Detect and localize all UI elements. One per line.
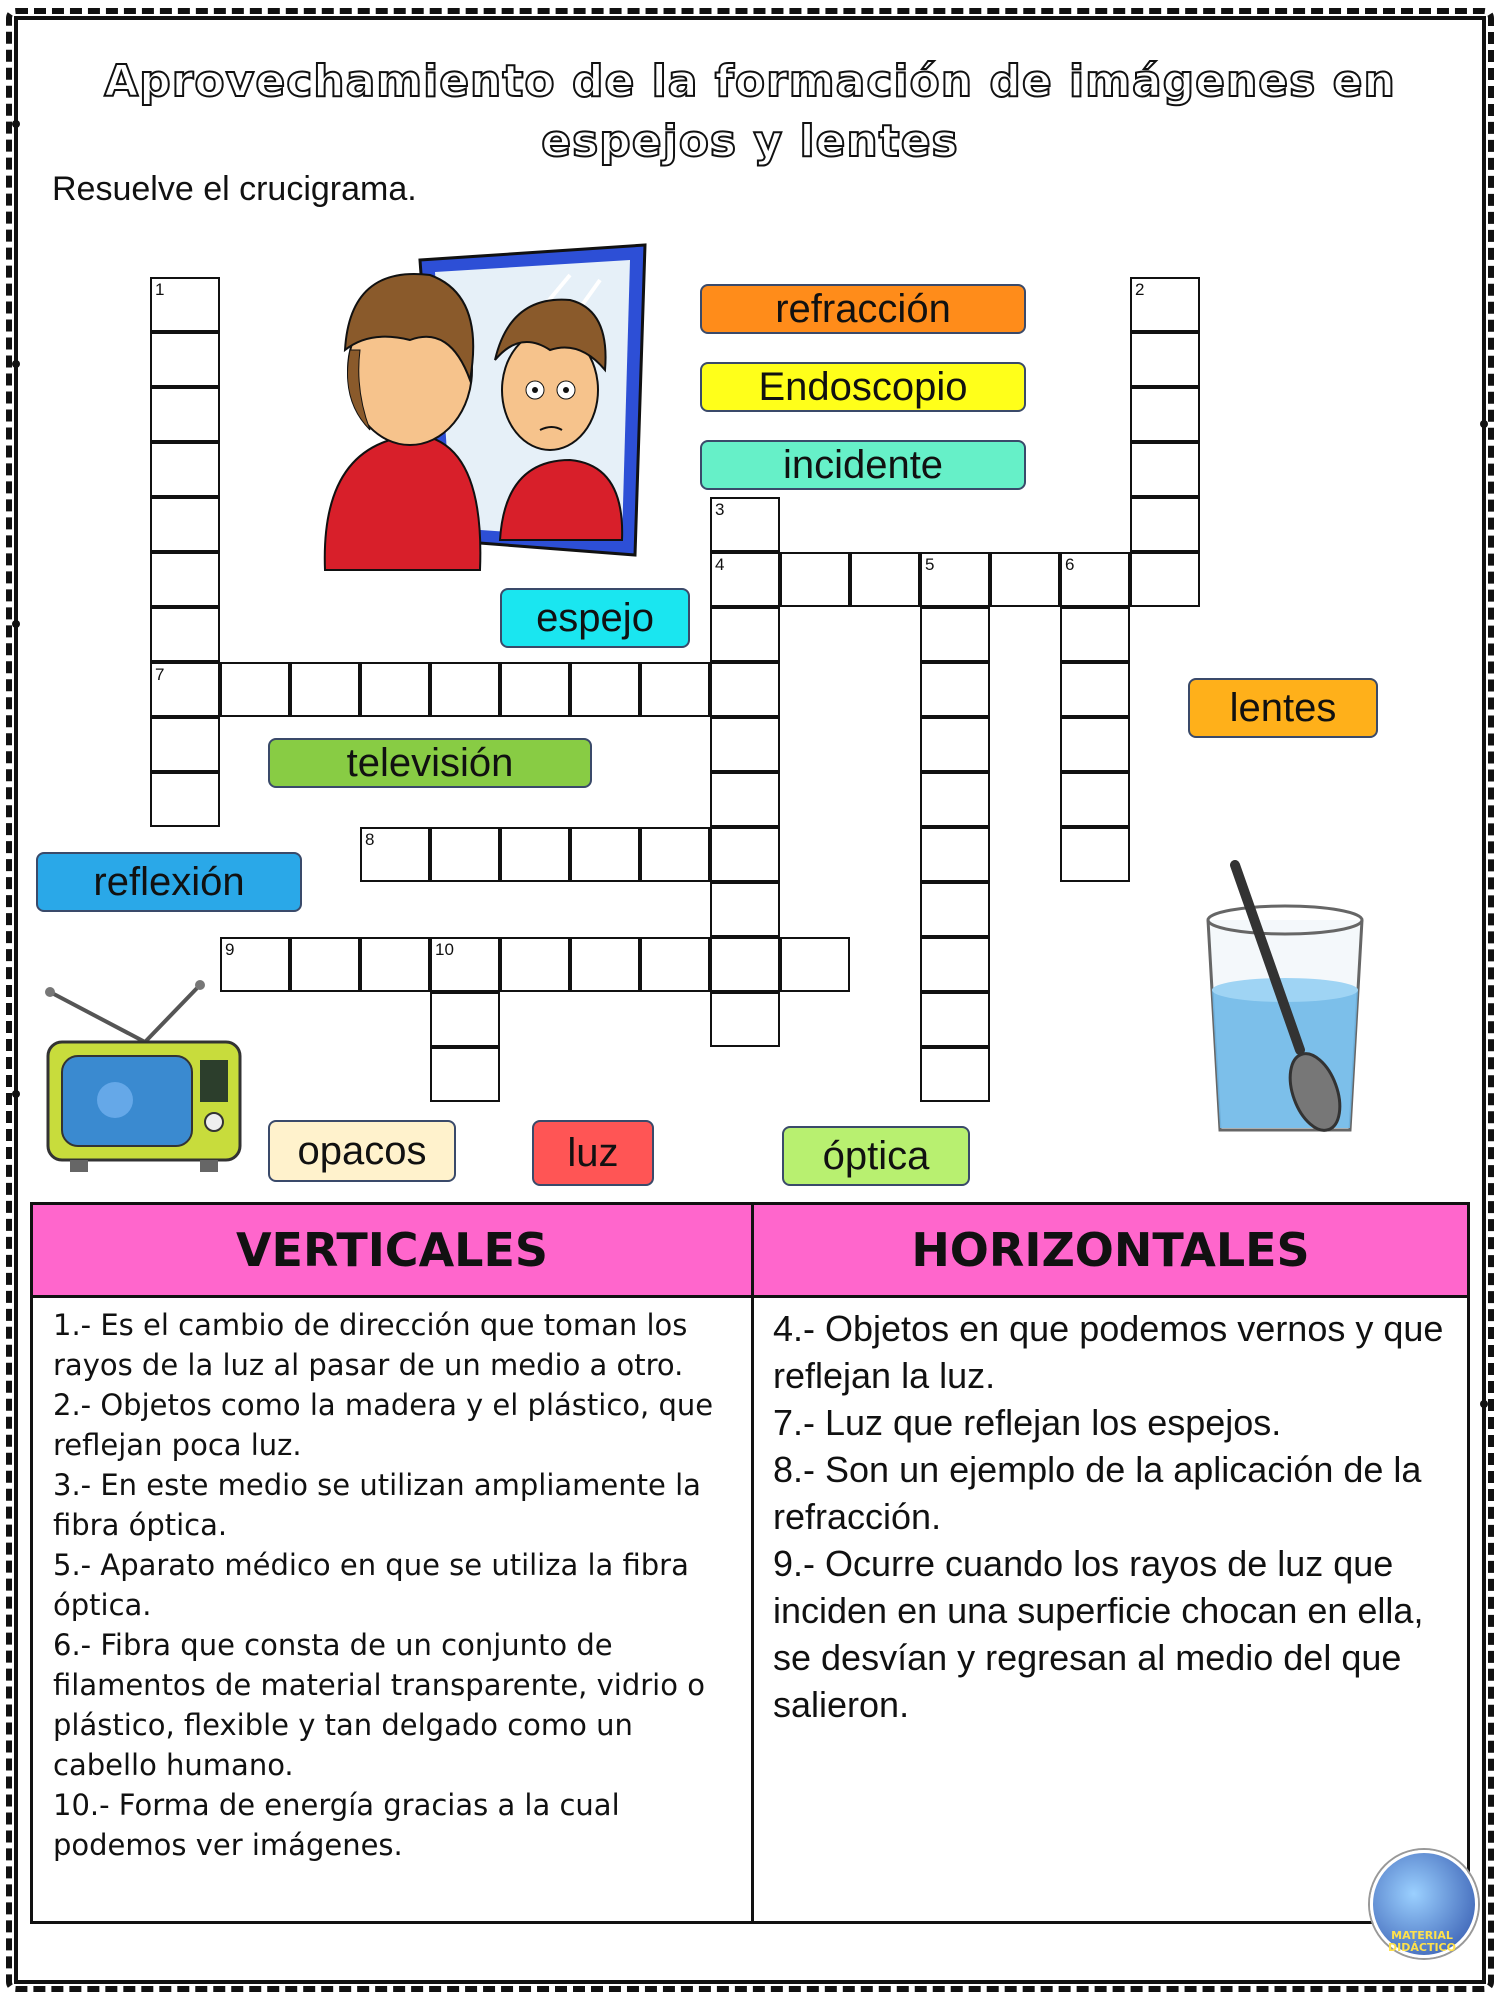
word-optica: óptica [782, 1126, 970, 1186]
border-dot [12, 120, 20, 128]
crossword-cell[interactable] [710, 937, 780, 992]
crossword-cell[interactable] [360, 827, 430, 882]
crossword-cell[interactable] [710, 662, 780, 717]
clue-vertical-10: 10.- Forma de energía gracias a la cual podemos ver imágenes. [53, 1788, 620, 1862]
crossword-cell[interactable] [360, 662, 430, 717]
word-endoscopio: Endoscopio [700, 362, 1026, 412]
crossword-cell[interactable] [920, 552, 990, 607]
crossword-cell[interactable] [1130, 442, 1200, 497]
crossword-cell[interactable] [290, 937, 360, 992]
crossword-cell[interactable] [1060, 772, 1130, 827]
crossword-cell[interactable] [640, 662, 710, 717]
crossword-cell[interactable] [1060, 607, 1130, 662]
crossword-cell[interactable] [920, 607, 990, 662]
crossword-cell[interactable] [640, 827, 710, 882]
television-icon [40, 980, 250, 1180]
crossword-clue-number: 5 [925, 555, 935, 574]
word-luz: luz [532, 1120, 654, 1186]
clues-table [30, 1202, 1470, 1924]
crossword-cell[interactable] [920, 662, 990, 717]
border-dot [12, 360, 20, 368]
crossword-cell[interactable] [710, 552, 780, 607]
crossword-cell[interactable] [1060, 717, 1130, 772]
border-dot [1480, 1400, 1488, 1408]
crossword-cell[interactable] [150, 607, 220, 662]
word-espejo: espejo [500, 588, 690, 648]
crossword-cell[interactable] [360, 937, 430, 992]
crossword-cell[interactable] [710, 607, 780, 662]
crossword-clue-number: 4 [715, 555, 725, 574]
crossword-cell[interactable] [780, 552, 850, 607]
clue-vertical-6: 6.- Fibra que consta de un conjunto de filamentos de material transparente, vidrio o plástico, flexible y tan delgado como un cabello humano. [53, 1628, 705, 1782]
crossword-cell[interactable] [710, 882, 780, 937]
header-horizontales: HORIZONTALES [754, 1205, 1467, 1295]
crossword-cell[interactable] [430, 937, 500, 992]
crossword-cell[interactable] [920, 992, 990, 1047]
crossword-cell[interactable] [430, 662, 500, 717]
crossword-cell[interactable] [640, 937, 710, 992]
crossword-cell[interactable] [500, 827, 570, 882]
header-verticales: VERTICALES [33, 1205, 751, 1295]
crossword-cell[interactable] [220, 937, 290, 992]
clue-vertical-5: 5.- Aparato médico en que se utiliza la fibra óptica. [53, 1548, 689, 1622]
crossword-cell[interactable] [150, 717, 220, 772]
crossword-cell[interactable] [710, 827, 780, 882]
crossword-cell[interactable] [710, 772, 780, 827]
crossword-cell[interactable] [570, 662, 640, 717]
crossword-cell[interactable] [920, 772, 990, 827]
crossword-cell[interactable] [1130, 497, 1200, 552]
crossword-cell[interactable] [1060, 827, 1130, 882]
crossword-cell[interactable] [570, 937, 640, 992]
boy-mirror-icon [310, 240, 650, 590]
crossword-cell[interactable] [1060, 662, 1130, 717]
crossword-cell[interactable] [150, 277, 220, 332]
crossword-cell[interactable] [570, 827, 640, 882]
crossword-cell[interactable] [150, 387, 220, 442]
crossword-cell[interactable] [290, 662, 360, 717]
crossword-cell[interactable] [150, 772, 220, 827]
crossword-cell[interactable] [1130, 277, 1200, 332]
page-title: Aprovechamiento de la formación de imágenes en espejos y lentes [104, 56, 1396, 167]
crossword-cell[interactable] [990, 552, 1060, 607]
logo-text: MATERIAL DIDÁCTICO [1388, 1929, 1456, 1954]
crossword-clue-number: 6 [1065, 555, 1075, 574]
clue-vertical-1: 1.- Es el cambio de dirección que toman los rayos de la luz al pasar de un medio a otro. [53, 1308, 688, 1382]
clue-vertical-2: 2.- Objetos como la madera y el plástico, que reflejan poca luz. [53, 1388, 714, 1462]
crossword-cell[interactable] [920, 1047, 990, 1102]
clue-vertical-3: 3.- En este medio se utilizan ampliamente la fibra óptica. [53, 1468, 701, 1542]
crossword-clue-number: 8 [365, 830, 375, 849]
word-television: televisión [268, 738, 592, 788]
crossword-cell[interactable] [220, 662, 290, 717]
crossword-cell[interactable] [1130, 552, 1200, 607]
border-dot [1480, 420, 1488, 428]
crossword-cell[interactable] [920, 717, 990, 772]
crossword-cell[interactable] [710, 717, 780, 772]
crossword-cell[interactable] [1060, 552, 1130, 607]
crossword-clue-number: 9 [225, 940, 235, 959]
crossword-cell[interactable] [430, 827, 500, 882]
crossword-cell[interactable] [500, 937, 570, 992]
crossword-cell[interactable] [430, 992, 500, 1047]
clue-horizontal-4: 4.- Objetos en que podemos vernos y que reflejan la luz. [773, 1308, 1444, 1396]
crossword-cell[interactable] [150, 497, 220, 552]
instruction: Resuelve el crucigrama. [52, 170, 417, 208]
crossword-cell[interactable] [780, 937, 850, 992]
crossword-cell[interactable] [150, 552, 220, 607]
crossword-cell[interactable] [920, 882, 990, 937]
word-lentes: lentes [1188, 678, 1378, 738]
border-dot [12, 1090, 20, 1098]
crossword-clue-number: 3 [715, 500, 725, 519]
glass-spoon-icon [1200, 860, 1370, 1140]
word-opacos: opacos [268, 1120, 456, 1182]
clue-horizontal-9: 9.- Ocurre cuando los rayos de luz que inciden en una superficie chocan en ella, se desvían y regresan al medio del que salieron. [773, 1543, 1424, 1725]
crossword-cell[interactable] [1130, 332, 1200, 387]
crossword-clue-number: 7 [155, 665, 165, 684]
crossword-cell[interactable] [710, 497, 780, 552]
border-dot [12, 620, 20, 628]
crossword-cell[interactable] [850, 552, 920, 607]
clue-horizontal-7: 7.- Luz que reflejan los espejos. [773, 1402, 1282, 1443]
crossword-cell[interactable] [150, 662, 220, 717]
table-row-divider [33, 1295, 1467, 1298]
crossword-cell[interactable] [920, 827, 990, 882]
crossword-cell[interactable] [920, 937, 990, 992]
clue-horizontal-8: 8.- Son un ejemplo de la aplicación de la refracción. [773, 1449, 1422, 1537]
crossword-clue-number: 10 [435, 940, 454, 959]
crossword-cell[interactable] [430, 1047, 500, 1102]
word-reflexion: reflexión [36, 852, 302, 912]
crossword-cell[interactable] [150, 442, 220, 497]
crossword-cell[interactable] [1130, 387, 1200, 442]
clues-horizontales [773, 1305, 1463, 1728]
crossword-clue-number: 1 [155, 280, 165, 299]
word-incidente: incidente [700, 440, 1026, 490]
clues-verticales [53, 1305, 743, 1865]
crossword-cell[interactable] [710, 992, 780, 1047]
crossword-cell[interactable] [500, 662, 570, 717]
word-refraccion: refracción [700, 284, 1026, 334]
crossword-clue-number: 2 [1135, 280, 1145, 299]
crossword-cell[interactable] [150, 332, 220, 387]
table-column-divider [751, 1205, 754, 1921]
